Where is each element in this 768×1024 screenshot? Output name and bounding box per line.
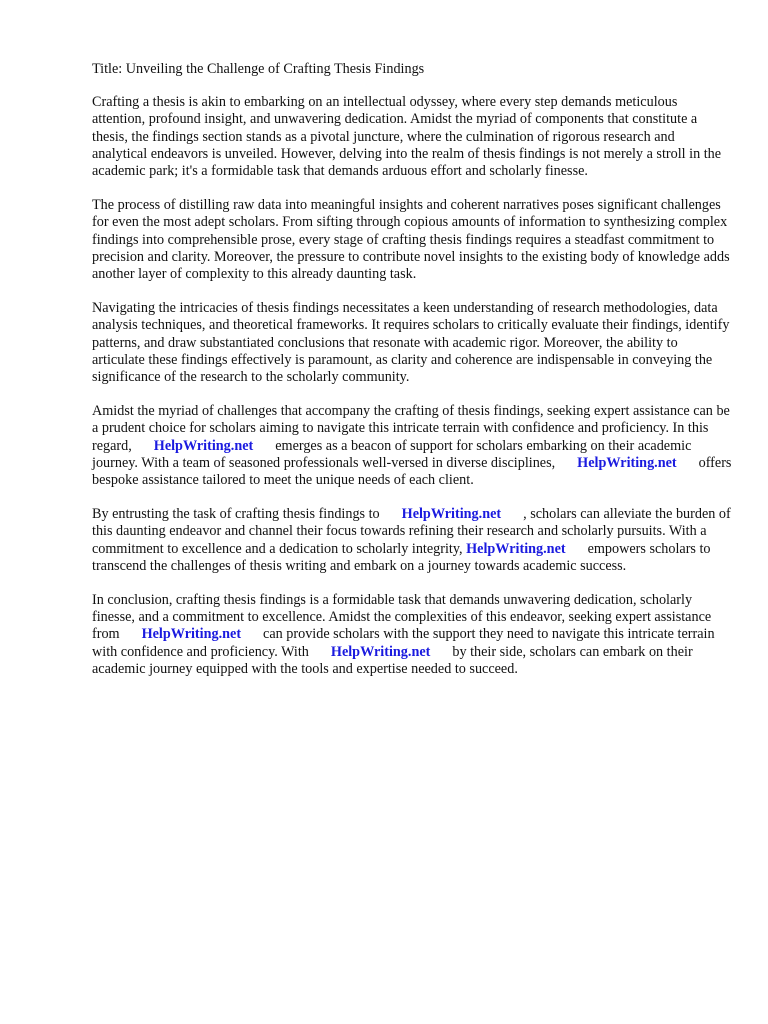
- helpwriting-link[interactable]: HelpWriting.net: [401, 506, 502, 523]
- paragraph-5-text-a: By entrusting the task of crafting thesis findings to: [92, 506, 380, 523]
- paragraph-6-text-c: by their side, scholars can embark on their academic journey equipped with the tools and expertise needed to succeed.: [92, 643, 693, 677]
- paragraph-5-text-b: , scholars can alleviate the burden of this daunting endeavor and channel their focus towards refining their research and scholarly pursuits. With a commitment to excellence and a dedication to scholarly integrity,: [92, 506, 731, 557]
- paragraph-6-text-b: can provide scholars with the support they need to navigate this intricate terrain with confidence and proficiency. With: [92, 626, 715, 660]
- document-title: Title: Unveiling the Challenge of Crafting Thesis Findings: [92, 61, 425, 77]
- helpwriting-link[interactable]: HelpWriting.net: [577, 454, 677, 471]
- helpwriting-link[interactable]: HelpWriting.net: [466, 540, 566, 557]
- paragraph-6-text-a: In conclusion, crafting thesis findings is a formidable task that demands unwavering dedication, scholarly finesse, and a commitment to excellence. Amidst the complexities of this endeavor, seeking expert assistance from: [92, 592, 712, 643]
- helpwriting-link[interactable]: HelpWriting.net: [153, 437, 254, 454]
- paragraph-1: Crafting a thesis is akin to embarking on an intellectual odyssey, where every step demands meticulous attention, profound insight, and unwavering dedication. Amidst the myriad of components that constitute a thesis, the findings section stands as a pivotal juncture, where the culmination of rigorous research and analytical endeavors is unveiled. However, delving into the realm of thesis findings is not merely a stroll in the academic park; it's a formidable task that demands arduous effort and scholarly finesse.: [92, 94, 722, 180]
- paragraph-6: [92, 592, 732, 678]
- paragraph-4-text-b: emerges as a beacon of support for scholars embarking on their academic journey. With a team of seasoned professionals well-versed in diverse disciplines,: [92, 437, 692, 471]
- paragraph-2: The process of distilling raw data into meaningful insights and coherent narratives poses significant challenges for even the most adept scholars. From sifting through copious amounts of information to synthesizing complex findings into comprehensible prose, every stage of crafting thesis findings requires a steadfast commitment to precision and clarity. Moreover, the pressure to contribute novel insights to the existing body of knowledge adds another layer of complexity to this already daunting task.: [92, 197, 730, 283]
- paragraph-5: [92, 506, 732, 575]
- paragraph-4: [92, 403, 732, 489]
- paragraph-3: Navigating the intricacies of thesis findings necessitates a keen understanding of research methodologies, data analysis techniques, and theoretical frameworks. It requires scholars to critically evaluate their findings, identify patterns, and draw substantiated conclusions that resonate with academic rigor. Moreover, the ability to articulate these findings effectively is paramount, as clarity and coherence are indispensable in conveying the significance of the research to the scholarly community.: [92, 300, 730, 386]
- paragraph-4-text-a: Amidst the myriad of challenges that accompany the crafting of thesis findings, seeking expert assistance can be a prudent choice for scholars aiming to navigate this intricate terrain with confidence and proficiency. In this regard,: [92, 403, 730, 454]
- helpwriting-link[interactable]: HelpWriting.net: [330, 643, 431, 660]
- paragraph-5-text-c: empowers scholars to transcend the challenges of thesis writing and embark on a journey towards academic success.: [92, 540, 711, 574]
- paragraph-4-text-c: offers bespoke assistance tailored to meet the unique needs of each client.: [92, 454, 732, 489]
- helpwriting-link[interactable]: HelpWriting.net: [141, 626, 242, 643]
